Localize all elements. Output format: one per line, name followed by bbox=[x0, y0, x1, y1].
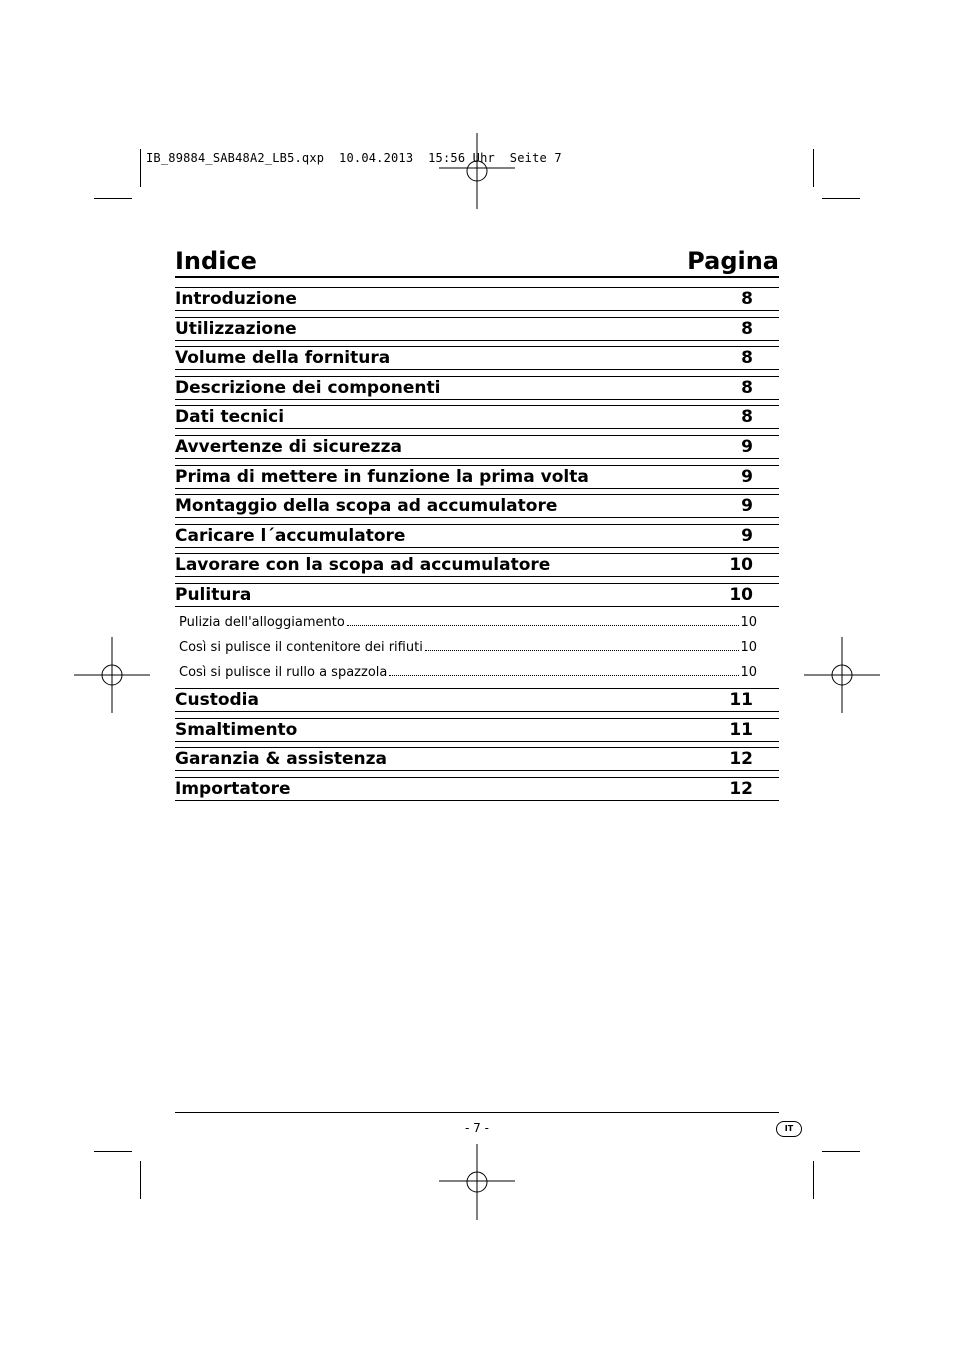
toc-entry-page: 8 bbox=[741, 289, 753, 309]
toc-entry-page: 9 bbox=[741, 526, 753, 546]
toc-entry-page: 9 bbox=[741, 496, 753, 516]
toc-entry-label: Importatore bbox=[175, 779, 291, 799]
toc-entry-page: 8 bbox=[741, 378, 753, 398]
crop-mark bbox=[822, 198, 860, 199]
toc-entry-page: 8 bbox=[741, 348, 753, 368]
toc-entry bbox=[175, 287, 779, 311]
toc-entry bbox=[175, 317, 779, 341]
header-rule bbox=[175, 276, 779, 278]
toc-entry-label: Avvertenze di sicurezza bbox=[175, 437, 402, 457]
toc-subentry-label: Così si pulisce il rullo a spazzola bbox=[179, 665, 388, 680]
toc-entry-page: 8 bbox=[741, 319, 753, 339]
toc-entry bbox=[175, 435, 779, 459]
toc-subentry bbox=[179, 662, 757, 680]
toc-entry-page: 10 bbox=[729, 555, 753, 575]
toc-entry-label: Descrizione dei componenti bbox=[175, 378, 441, 398]
toc-entry bbox=[175, 494, 779, 518]
language-badge: IT bbox=[776, 1121, 802, 1137]
toc-entry-page: 12 bbox=[729, 779, 753, 799]
registration-mark-icon bbox=[439, 133, 515, 209]
toc-entry bbox=[175, 777, 779, 801]
page-number: - 7 - bbox=[465, 1121, 489, 1135]
crop-mark bbox=[94, 198, 132, 199]
toc-entry-label: Volume della fornitura bbox=[175, 348, 391, 368]
toc-entry-page: 11 bbox=[729, 720, 753, 740]
toc-entry bbox=[175, 747, 779, 771]
toc-entry-page: 8 bbox=[741, 407, 753, 427]
toc-page-label: Pagina bbox=[687, 247, 779, 275]
registration-mark-icon bbox=[74, 637, 150, 713]
registration-mark-icon bbox=[439, 1144, 515, 1220]
registration-mark-icon bbox=[804, 637, 880, 713]
toc-entry-label: Pulitura bbox=[175, 585, 252, 605]
toc-entry-label: Custodia bbox=[175, 690, 259, 710]
crop-mark bbox=[94, 1151, 132, 1152]
toc-subentry-label: Così si pulisce il contenitore dei rifiuti bbox=[179, 640, 423, 655]
toc-entry-label: Introduzione bbox=[175, 289, 297, 309]
toc-subentry-page: 10 bbox=[740, 615, 757, 630]
toc-entry-page: 10 bbox=[729, 585, 753, 605]
toc-entry-label: Utilizzazione bbox=[175, 319, 297, 339]
footer-rule bbox=[175, 1112, 779, 1113]
toc-subentry bbox=[179, 637, 757, 655]
toc-subentry-page: 10 bbox=[740, 665, 757, 680]
toc-entry bbox=[175, 718, 779, 742]
crop-mark bbox=[140, 149, 141, 187]
toc-entry bbox=[175, 553, 779, 577]
toc-entry bbox=[175, 405, 779, 429]
toc-entry-page: 9 bbox=[741, 467, 753, 487]
toc-entry-label: Montaggio della scopa ad accumulatore bbox=[175, 496, 558, 516]
toc-entry-label: Lavorare con la scopa ad accumulatore bbox=[175, 555, 551, 575]
toc-entry bbox=[175, 524, 779, 548]
toc-entry bbox=[175, 376, 779, 400]
toc-entry-label: Garanzia & assistenza bbox=[175, 749, 388, 769]
toc-entry bbox=[175, 688, 779, 712]
crop-mark bbox=[822, 1151, 860, 1152]
toc-subentry-page: 10 bbox=[740, 640, 757, 655]
toc-entry bbox=[175, 583, 779, 607]
toc-entry-page: 11 bbox=[729, 690, 753, 710]
toc-title: Indice bbox=[175, 247, 257, 275]
toc-subentry-label: Pulizia dell'alloggiamento bbox=[179, 615, 345, 630]
toc-entry-label: Dati tecnici bbox=[175, 407, 285, 427]
toc-entry-label: Prima di mettere in funzione la prima volta bbox=[175, 467, 589, 487]
toc-entry-page: 12 bbox=[729, 749, 753, 769]
toc-header bbox=[175, 243, 779, 277]
crop-mark bbox=[140, 1161, 141, 1199]
toc-entry bbox=[175, 465, 779, 489]
toc-entry-page: 9 bbox=[741, 437, 753, 457]
crop-mark bbox=[813, 1161, 814, 1199]
toc-entry bbox=[175, 346, 779, 370]
printer-slug: IB_89884_SAB48A2_LB5.qxp 10.04.2013 15:56 Uhr Seite 7 bbox=[146, 151, 562, 165]
toc-subentry bbox=[179, 612, 757, 630]
crop-mark bbox=[813, 149, 814, 187]
toc-entry-label: Caricare l´accumulatore bbox=[175, 526, 406, 546]
toc-entry-label: Smaltimento bbox=[175, 720, 298, 740]
